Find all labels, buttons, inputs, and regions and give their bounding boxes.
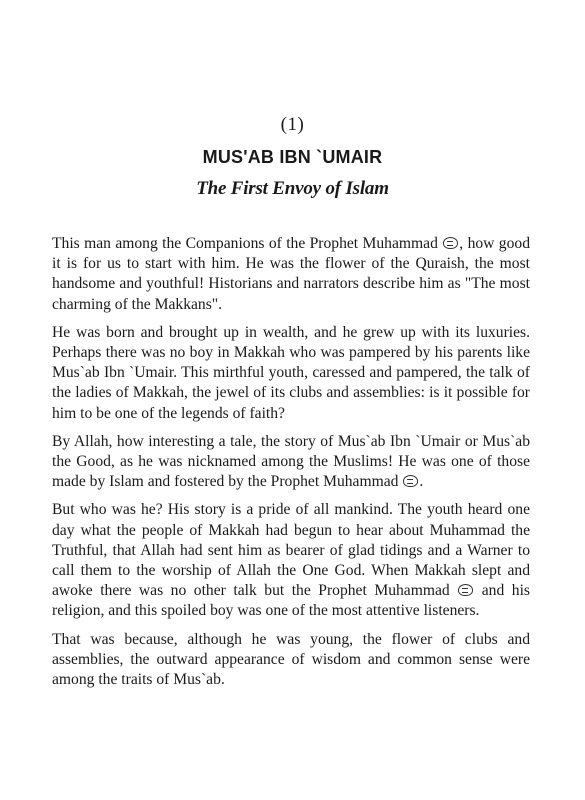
body-text [52, 234, 530, 698]
paragraph-1 [52, 234, 530, 315]
paragraph-2-part-1: He was born and brought up in wealth, and he grew up with its luxuries. Perhaps there was no boy in Makkah who was pampered by his parents like Mus`ab Ibn `Umair. This mirthful youth, caressed and pampered, the talk of the ladies of Makkah, the jewel of its clubs and assemblies: is it possible for him to be one of the legends of faith? [52, 323, 530, 422]
paragraph-3-part-2: . [419, 473, 424, 491]
paragraph-5-part-1: That was because, although he was young, the flower of clubs and assemblies, the outward appearance of wisdom and common sense were among the traits of Mus`ab. [52, 630, 530, 689]
paragraph-3-part-1: By Allah, how interesting a tale, the story of Mus`ab Ibn `Umair or Mus`ab the Good, as he was nicknamed among the Muslims! He was one of those made by Islam and fostered by the Prophet Muhammad [52, 432, 530, 491]
pbuh-glyph-icon [458, 584, 473, 596]
pbuh-glyph-icon [443, 237, 458, 249]
chapter-title: MUS'AB IBN `UMAIR [202, 147, 383, 167]
paragraph-3 [52, 432, 530, 493]
paragraph-2 [52, 323, 530, 424]
paragraph-1-part-1: This man among the Companions of the Prophet Muhammad [52, 235, 438, 252]
paragraph-4-part-1: But who was he? His story is a pride of all mankind. The youth heard one day what the people of Makkah had begun to hear about Muhammad the Truthful, that Allah had sent him as bearer of glad tidings and a Warner to call them to the worship of Allah the One God. When Makkah slept and awoke there was no other talk but the Prophet Muhammad [52, 501, 530, 600]
paragraph-4 [52, 500, 530, 621]
chapter-subtitle: The First Envoy of Islam [196, 178, 389, 199]
chapter-number: (1) [280, 114, 305, 135]
paragraph-5 [52, 630, 530, 691]
paragraph-4-part-2: and his religion, and this spoiled boy was one of the most attentive listeners. [52, 582, 530, 620]
pbuh-glyph-icon [403, 475, 418, 487]
paragraph-1-part-2: , how good it is for us to start with him. He was the flower of the Quraish, the most handsome and youthful! Historians and narrators describe him as "The most charming of the Makkans". [52, 235, 530, 313]
